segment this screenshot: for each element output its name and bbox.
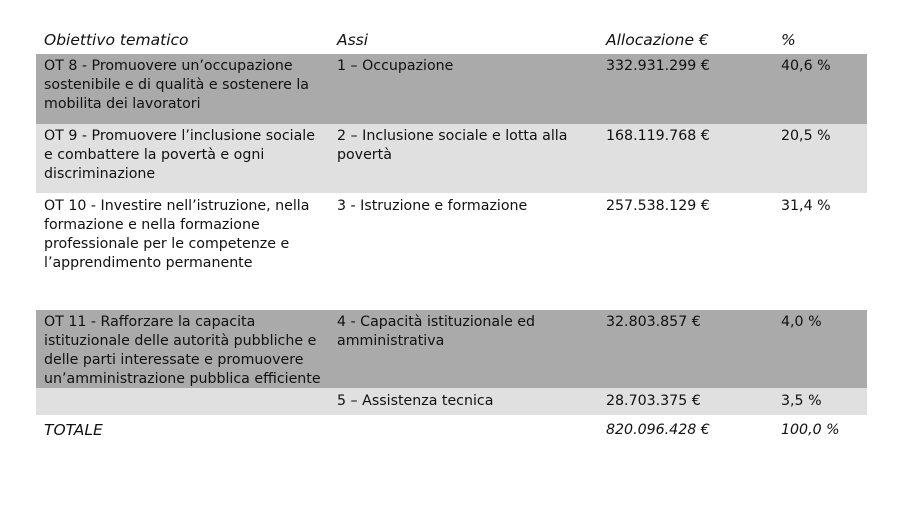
header-percentuale: %: [781, 31, 796, 49]
obiettivo-line: OT 11 - Rafforzare la capacita: [44, 314, 256, 330]
asse-cell: [337, 197, 595, 216]
table-row: [36, 388, 867, 415]
obiettivo-line: un’amministrazione pubblica efficiente: [44, 371, 321, 387]
percentuale-cell: 3,5 %: [781, 393, 822, 409]
obiettivo-line: discriminazione: [44, 166, 156, 182]
total-allocazione: 820.096.428 €: [606, 422, 710, 438]
total-percentuale: 100,0 %: [781, 422, 840, 438]
table-row: [36, 310, 867, 388]
header-obiettivo: Obiettivo tematico: [44, 31, 189, 49]
percentuale-cell: 20,5 %: [781, 128, 831, 144]
obiettivo-line: l’apprendimento permanente: [44, 255, 253, 271]
obiettivo-line: e combattere la povertà e ogni: [44, 147, 265, 163]
allocazione-cell: 168.119.768 €: [606, 128, 710, 144]
obiettivo-line: OT 10 - Investire nell’istruzione, nella: [44, 198, 310, 214]
allocazione-cell: 32.803.857 €: [606, 314, 701, 330]
obiettivo-line: delle parti interessate e promuovere: [44, 352, 304, 368]
obiettivo-line: OT 8 - Promuovere un’occupazione: [44, 58, 293, 74]
asse-cell: [337, 57, 595, 76]
percentuale-cell: 40,6 %: [781, 58, 831, 74]
asse-line: 3 - Istruzione e formazione: [337, 198, 528, 214]
asse-line: 5 – Assistenza tecnica: [337, 393, 494, 409]
table-row: [36, 54, 867, 124]
obiettivo-line: formazione e nella formazione: [44, 217, 260, 233]
allocazione-cell: 332.931.299 €: [606, 58, 710, 74]
asse-line: 4 - Capacità istituzionale ed: [337, 314, 536, 330]
asse-cell: [337, 127, 595, 165]
asse-cell: [337, 392, 595, 411]
obiettivo-cell: [44, 57, 329, 114]
table-header-row: [36, 26, 867, 54]
asse-line: amministrativa: [337, 333, 445, 349]
asse-line: povertà: [337, 147, 392, 163]
asse-cell: [337, 313, 595, 351]
obiettivo-cell: [44, 197, 329, 273]
percentuale-cell: 31,4 %: [781, 198, 831, 214]
asse-line: 1 – Occupazione: [337, 58, 454, 74]
asse-line: 2 – Inclusione sociale e lotta alla: [337, 128, 568, 144]
header-assi: Assi: [337, 31, 369, 49]
header-allocazione: Allocazione €: [606, 31, 709, 49]
obiettivo-line: istituzionale delle autorità pubbliche e: [44, 333, 317, 349]
total-row: [36, 415, 867, 445]
allocazione-cell: 257.538.129 €: [606, 198, 710, 214]
percentuale-cell: 4,0 %: [781, 314, 822, 330]
obiettivo-line: OT 9 - Promuovere l’inclusione sociale: [44, 128, 315, 144]
obiettivo-cell: [44, 127, 329, 184]
obiettivo-line: mobilita dei lavoratori: [44, 96, 201, 112]
obiettivo-line: professionale per le competenze e: [44, 236, 290, 252]
obiettivo-line: sostenibile e di qualità e sostenere la: [44, 77, 309, 93]
table-row: [36, 193, 867, 310]
table-row: [36, 124, 867, 193]
allocation-table: [36, 26, 867, 445]
obiettivo-cell: [44, 313, 329, 389]
allocazione-cell: 28.703.375 €: [606, 393, 701, 409]
total-label: TOTALE: [44, 421, 103, 439]
